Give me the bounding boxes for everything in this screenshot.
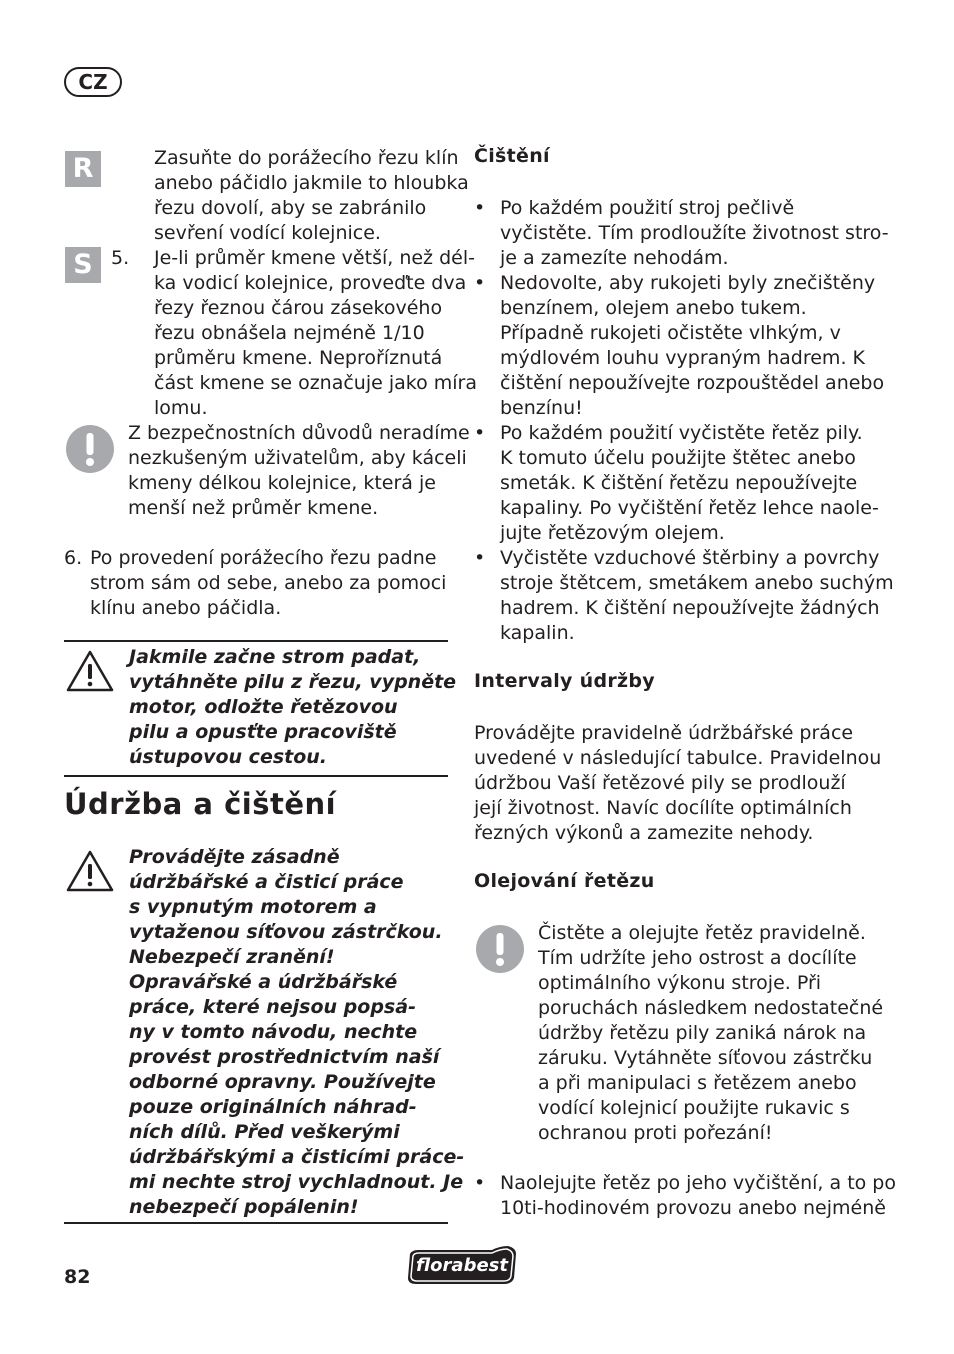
step-r-text: Zasuňte do porážecího řezu klín anebo páčidlo jakmile to hloubka řezu dovolí, aby se zabránilo sevření vodící kolejnice. xyxy=(154,147,469,244)
warning-text-felling: Jakmile začne strom padat, vytáhněte pilu z řezu, vypněte motor, odložte řetězovou pilu a opusťte pracoviště ústupovou cestou. xyxy=(129,646,457,768)
intervals-text: Provádějte pravidelně údržbářské práce uvedené v následující tabulce. Pravidelnou údržbou Vaší řetězové pily se prodlouží její životnost. Navíc docílíte optimálních řezných výkonů a zamezite nehody. xyxy=(474,722,882,844)
divider xyxy=(64,1222,448,1224)
step-5-text: Je-li průměr kmene větší, než dél- ka vodicí kolejnice, proveďte dva řezy řeznou čárou zásekového řezu obnášela nejméně 1/10 průměru kmene. Neproříznutá část kmene se označuje jako míra lomu. xyxy=(154,247,478,419)
warning-triangle-icon xyxy=(66,650,114,692)
exclamation-note-icon xyxy=(476,925,524,973)
warning-text-maintenance: Provádějte zásadně údržbářské a čisticí práce s vypnutým motorem a vytaženou síťovou zástrčkou. Nebezpečí zranění! Opravářské a údržbářské práce, které nejsou popsá- ny v tomto návodu, nechte provést prostřednictvím naší odborné opravny. Používejte pouze originálních náhrad- ních dílů. Před veškerými údržbářskými a čisticími práce- mi nechte stroj vychladnout. Je nebezpečí popálenin! xyxy=(129,846,465,1218)
warning-triangle-icon xyxy=(66,850,114,892)
list-item: • Nedovolte, aby rukojeti byly znečištěny benzínem, olejem anebo tukem. Případně rukojeti očistěte vlhkým, v mýdlovém louhu vypraným hadrem. K čištění nepoužívejte rozpouštědel anebo benzínu! xyxy=(474,272,885,419)
oiling-list xyxy=(474,1171,896,1221)
oiling-heading: Olejování řetězu xyxy=(474,870,655,892)
step-6-text: Po provedení porážecího řezu padne strom sám od sebe, anebo za pomoci klínu anebo páčidla. xyxy=(90,547,447,619)
cleaning-list xyxy=(474,196,894,646)
step-6-number: 6. xyxy=(64,547,83,569)
step-marker-r: R xyxy=(65,151,101,187)
list-item: • Naolejujte řetěz po jeho vyčištění, a to po 10ti-hodinovém provozu anebo nejméně xyxy=(474,1172,896,1219)
list-item: • Po každém použití vyčistěte řetěz pily. K tomuto účelu použijte štětec anebo smeták. K čištění řetězu nepoužívejte kapaliny. Po vyčištění řetěz lehce naole- jujte řetězovým olejem. xyxy=(474,422,879,544)
divider xyxy=(64,640,448,642)
section-title: Údržba a čištění xyxy=(64,787,337,821)
list-item: • Po každém použití stroj pečlivě vyčistěte. Tím prodloužíte životnost stro- je a zamezíte nehodám. xyxy=(474,197,889,269)
step-marker-s: S xyxy=(65,247,101,283)
step-5-number: 5. xyxy=(111,247,130,269)
page-number: 82 xyxy=(64,1266,91,1288)
language-badge: CZ xyxy=(64,67,122,97)
exclamation-note-icon xyxy=(66,425,114,473)
divider xyxy=(64,775,448,777)
list-item: • Vyčistěte vzduchové štěrbiny a povrchy stroje štětcem, smetákem anebo suchým hadrem. K čištění nepoužívejte žádných kapalin. xyxy=(474,547,894,644)
brand-logo: florabest xyxy=(404,1244,520,1288)
intervals-heading: Intervaly údržby xyxy=(474,670,655,692)
oiling-note-text: Čistěte a olejujte řetěz pravidelně. Tím udržíte jeho ostrost a docílíte optimálního výkonu stroje. Při poruchách následkem nedostatečné údržby řetězu pily zaniká nárok na záruku. Vytáhněte síťovou zástrčku a při manipulaci s řetězem anebo vodící kolejnicí použijte rukavic s ochranou proti pořezání! xyxy=(538,922,884,1144)
cleaning-heading: Čištění xyxy=(474,145,550,167)
safety-note-text: Z bezpečnostních důvodů neradíme nezkušeným uživatelům, aby káceli kmeny délkou kolejnice, která je menší než průměr kmene. xyxy=(128,422,470,519)
